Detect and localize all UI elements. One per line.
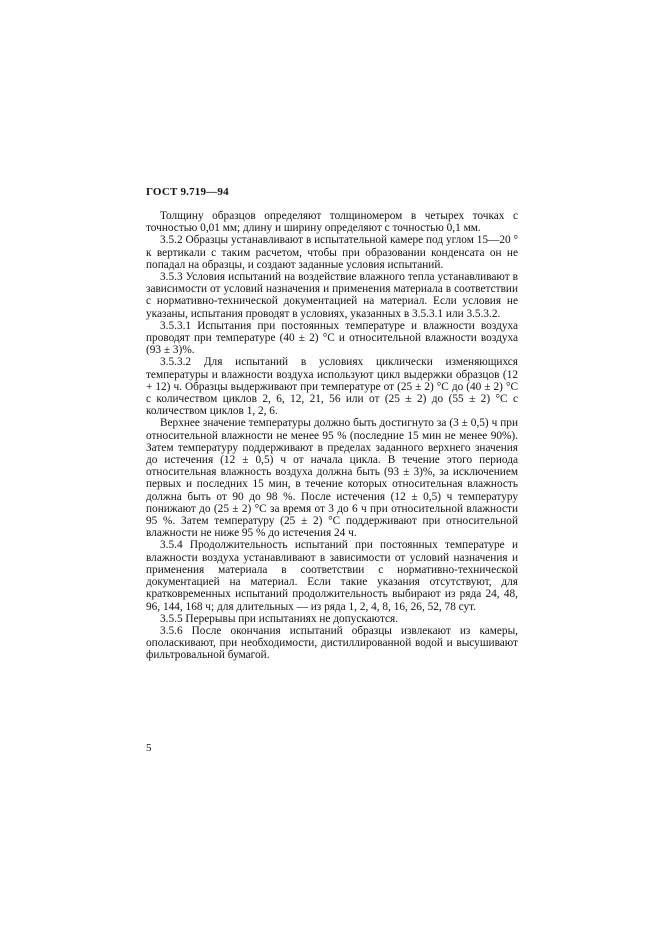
document-body [146,210,518,662]
paragraph-upper-temperature: Верхнее значение температуры должно быть достигнуто за (3 ± 0,5) ч при относительной влажности не менее 95 % (последние 15 мин не менее 90%). Затем температуру поддерживают в пределах заданного верхнего значения до истечения (12 ± 0,5) ч от начала цикла. В течение этого периода относительная влажность воздуха должна быть (93 ± 3)%, за исключением первых и последних 15 мин, в течение которых относительная влажность должна быть от 90 до 98 %. После истечения (12 ± 0,5) ч температуру понижают до (25 ± 2) °С за время от 3 до 6 ч при относительной влажности 95 %. Затем температуру (25 ± 2) °С поддерживают при относительной влажности не ниже 95 % до истечения 24 ч. [146,417,518,540]
document-header: ГОСТ 9.719—94 [146,186,229,198]
paragraph-3-5-6: 3.5.6 После окончания испытаний образцы извлекают из камеры, ополаскивают, при необходимости, дистиллированной водой и высушивают фильтровальной бумагой. [146,624,518,662]
paragraph-3-5-3-1: 3.5.3.1 Испытания при постоянных температуре и влажности воздуха проводят при температуре (40 ± 2) °С и относительной влажности воздуха (93 ± 3)%. [146,319,518,357]
paragraph-3-5-3: 3.5.3 Условия испытаний на воздействие влажного тепла устанавливают в зависимости от условий назначения и применения материала в соответствии с нормативно-технической документацией на материал. Если условия не указаны, испытания проводят в условиях, указанных в 3.5.3.1 или 3.5.3.2. [146,271,518,320]
paragraph-3-5-5: 3.5.5 Перерывы при испытаниях не допускаются. [160,612,399,625]
paragraph-3-5-4: 3.5.4 Продолжительность испытаний при постоянных температуре и влажности воздуха устанавливают в зависимости от условий назначения и применения материала в соответствии с нормативно-технической документацией на материал. Если такие указания отсутствуют, для кратковременных испытаний продолжительность выбирают из ряда 24, 48, 96, 144, 168 ч; для длительных — из ряда 1, 2, 4, 8, 16, 26, 52, 78 сут. [146,539,518,613]
document-page [146,186,518,662]
paragraph-3-5-2: 3.5.2 Образцы устанавливают в испытательной камере под углом 15—20 ° к вертикали с таким расчетом, чтобы при образовании конденсата он не попадал на образцы, и создают заданные условия испытаний. [146,234,518,271]
paragraph-thickness: Толщину образцов определяют толщиномером в четырех точках с точностью 0,01 мм; длину и ширину определяют с точностью 0,1 мм. [146,210,518,235]
page-number: 5 [146,742,152,754]
paragraph-3-5-3-2: 3.5.3.2 Для испытаний в условиях циклически изменяющихся температуры и влажности воздуха используют цикл выдержки образцов (12 + 12) ч. Образцы выдерживают при температуре от (25 ± 2) °С до (40 ± 2) °С с количеством циклов 2, 6, 12, 21, 56 или от (25 ± 2) до (55 ± 2) °С с количеством циклов 1, 2, 6. [146,356,518,418]
